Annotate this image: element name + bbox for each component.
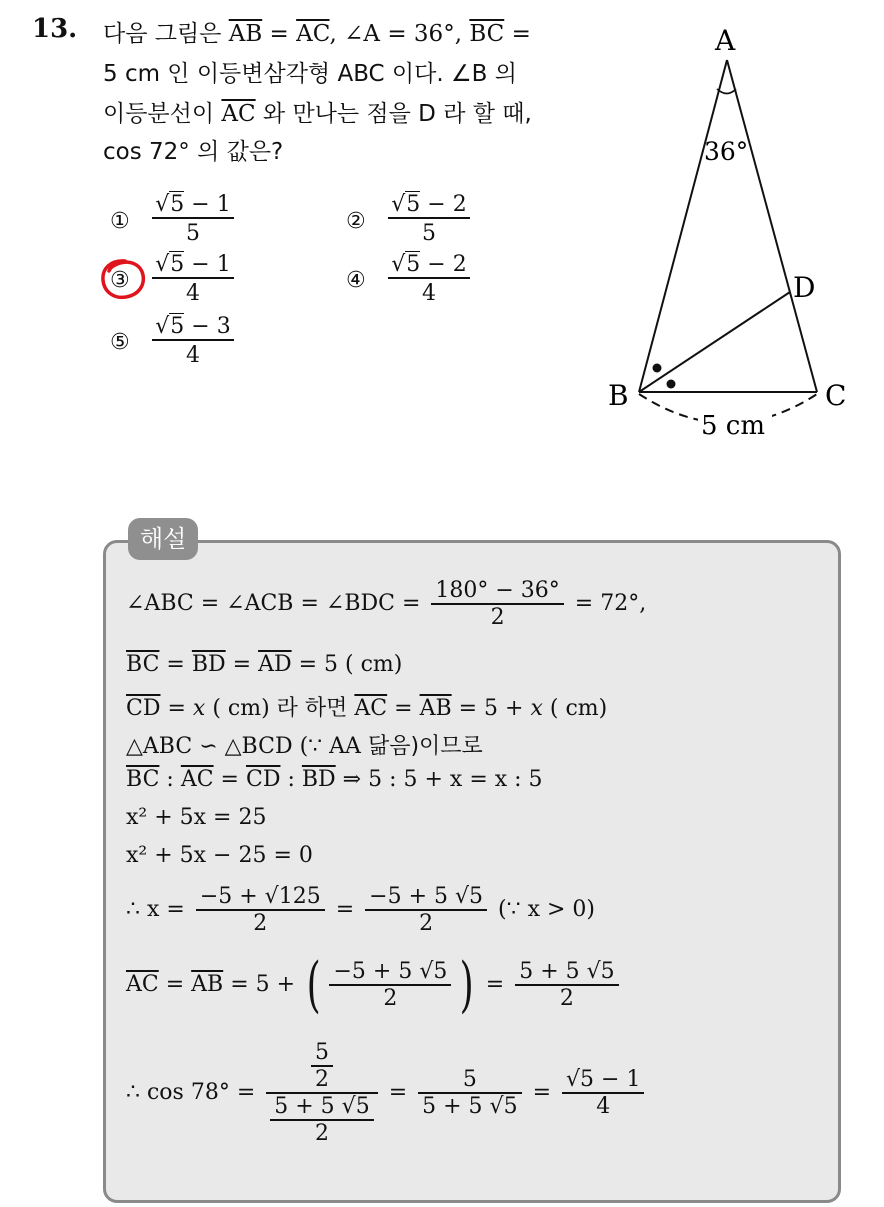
text: :	[280, 767, 302, 792]
solution-line-2	[126, 652, 402, 677]
text: =	[160, 696, 193, 721]
numerator: 180° − 36°	[435, 578, 560, 603]
denominator: 5	[152, 217, 234, 246]
denominator: 2	[196, 909, 325, 936]
fraction	[562, 1067, 644, 1119]
text: 다음 그림은	[103, 21, 229, 47]
segment: $\overline{CD}$	[245, 767, 281, 792]
text: =	[158, 972, 192, 997]
text: =	[532, 1080, 552, 1105]
right-paren: )	[460, 950, 475, 1020]
segment-ab: $\overline{AB}$	[228, 21, 263, 47]
numerator: 5 + 5 √5	[519, 959, 615, 984]
text: ∴ x =	[126, 897, 185, 922]
fraction	[431, 578, 563, 630]
fraction	[515, 959, 618, 1011]
denominator: 4	[388, 277, 470, 306]
segment: $\overline{BD}$	[301, 767, 336, 792]
triangle-figure	[590, 20, 860, 450]
numerator-rest: − 1	[184, 252, 231, 277]
denominator: 5 + 5 √5	[418, 1092, 521, 1119]
text: =	[225, 652, 259, 677]
radicand: 5	[170, 252, 185, 277]
vertex-d-label: D	[793, 271, 816, 304]
numerator-rest: − 2	[420, 252, 467, 277]
solution-line-6: x² + 5x = 25	[126, 805, 267, 830]
numerator: √5 − 1	[566, 1067, 641, 1092]
segment-bc: $\overline{BC}$	[469, 21, 505, 47]
text: = 5 +	[451, 696, 531, 721]
text: = 5 ( cm)	[291, 652, 403, 677]
angle-label: 36°	[704, 137, 749, 166]
text: △ABC ∽ △BCD (∵ AA	[126, 734, 368, 759]
vertex-b-label: B	[608, 379, 629, 412]
segment: $\overline{BD}$	[191, 652, 226, 677]
numerator: −5 + 5 √5	[333, 959, 448, 984]
denominator: 2	[515, 984, 618, 1011]
radicand: 5	[170, 314, 185, 339]
vertex-a-label: A	[715, 24, 736, 57]
text: , ∠A = 36°,	[329, 21, 470, 47]
segment: $\overline{AB}$	[191, 972, 224, 997]
text: 닮음)이므로	[367, 734, 483, 759]
text: 이등분선이	[103, 101, 222, 127]
denominator: 2	[365, 909, 487, 936]
choice-mark: ③	[110, 268, 130, 293]
solution-line-1	[126, 578, 646, 630]
segment: $\overline{CD}$	[126, 696, 161, 721]
numerator: 5 + 5 √5	[274, 1094, 370, 1119]
vertex-c-label: C	[825, 379, 847, 412]
numerator-rest: − 2	[420, 192, 467, 217]
denominator: 2	[311, 1065, 333, 1092]
choice-fraction: $\frac{√5 - 1}{4}$	[152, 252, 234, 306]
text: =	[504, 21, 531, 47]
fraction	[196, 884, 325, 936]
text: =	[159, 652, 192, 677]
segment: $\overline{AC}$	[354, 696, 388, 721]
side-ac	[727, 60, 817, 392]
variable: x	[192, 696, 206, 721]
choice-mark: ②	[346, 209, 366, 234]
numerator: 5	[314, 1040, 329, 1065]
choice-mark: ④	[346, 268, 366, 293]
text: ∴ cos 78° =	[126, 1080, 256, 1105]
fraction	[365, 884, 487, 936]
radicand: 5	[406, 252, 421, 277]
fraction	[311, 1040, 333, 1092]
denominator: 5	[388, 217, 470, 246]
segment-ac: $\overline{AC}$	[296, 21, 330, 47]
segment: $\overline{AC}$	[126, 972, 159, 997]
question-number: 13.	[32, 14, 78, 44]
choice-fraction: $\frac{√5 - 2}{5}$	[388, 192, 470, 246]
text: (∵ x > 0)	[498, 897, 595, 922]
variable: x	[530, 696, 543, 721]
text: =	[262, 21, 297, 47]
base-length-label: 5 cm	[701, 411, 766, 441]
angle-mark-dot	[653, 364, 662, 373]
question-line-3	[103, 95, 532, 128]
segment: $\overline{AD}$	[258, 652, 292, 677]
solution-line-10	[126, 1040, 648, 1146]
numerator: −5 + 5 √5	[369, 884, 483, 909]
segment: $\overline{BC}$	[126, 767, 160, 792]
left-paren: (	[306, 950, 321, 1020]
solution-tag: 해설	[128, 518, 198, 560]
numerator-rest: − 1	[184, 192, 231, 217]
denominator: 2	[329, 984, 451, 1011]
text: ( cm)	[205, 696, 277, 721]
text: =	[213, 767, 246, 792]
choice-fraction: $\frac{√5 - 3}{4}$	[152, 314, 234, 368]
denominator: 4	[562, 1092, 644, 1119]
text: = 5 +	[223, 972, 296, 997]
text: ( cm)	[542, 696, 608, 721]
radicand: 5	[170, 192, 185, 217]
solution-line-8	[126, 884, 595, 936]
choice-mark: ⑤	[110, 330, 130, 355]
segment: $\overline{AC}$	[180, 767, 214, 792]
fraction	[418, 1067, 521, 1119]
numerator: 5	[462, 1067, 477, 1092]
denominator: 4	[152, 339, 234, 368]
text: :	[159, 767, 181, 792]
denominator: 2	[270, 1119, 373, 1146]
solution-line-5	[126, 767, 543, 792]
denominator: 4	[152, 277, 234, 306]
text: ⇒ 5 : 5 + x = x : 5	[335, 767, 543, 792]
question-line-2: 5 cm 인 이등변삼각형 ABC 이다. ∠B 의	[103, 61, 517, 87]
text: =	[387, 696, 420, 721]
text: =	[335, 897, 355, 922]
text: 라 하면	[276, 696, 355, 721]
solution-line-7: x² + 5x − 25 = 0	[126, 843, 313, 868]
fraction	[329, 959, 451, 1011]
segment: $\overline{BC}$	[126, 652, 160, 677]
numerator-rest: − 3	[184, 314, 231, 339]
question-line-1	[103, 15, 531, 48]
choice-fraction: $\frac{√5 - 2}{4}$	[388, 252, 470, 306]
angle-mark-dot	[667, 380, 676, 389]
text: = 72°,	[574, 591, 647, 616]
solution-line-3	[126, 691, 607, 722]
radicand: 5	[406, 192, 421, 217]
solution-line-4	[126, 729, 483, 760]
text: =	[485, 972, 505, 997]
compound-fraction	[266, 1040, 377, 1146]
text: =	[388, 1080, 408, 1105]
choice-mark: ①	[110, 209, 130, 234]
choice-fraction: $\frac{√5 - 1}{5}$	[152, 192, 234, 246]
numerator: −5 + √125	[199, 884, 321, 909]
text: ∠ABC = ∠ACB = ∠BDC =	[126, 591, 421, 616]
denominator: 2	[431, 603, 563, 630]
question-line-4: cos 72° 의 값은?	[103, 139, 284, 165]
segment: $\overline{AB}$	[419, 696, 452, 721]
segment-ac: $\overline{AC}$	[221, 101, 256, 127]
fraction	[270, 1094, 373, 1146]
solution-line-9	[126, 950, 623, 1020]
text: 와 만나는 점을 D 라 할 때,	[255, 101, 532, 127]
